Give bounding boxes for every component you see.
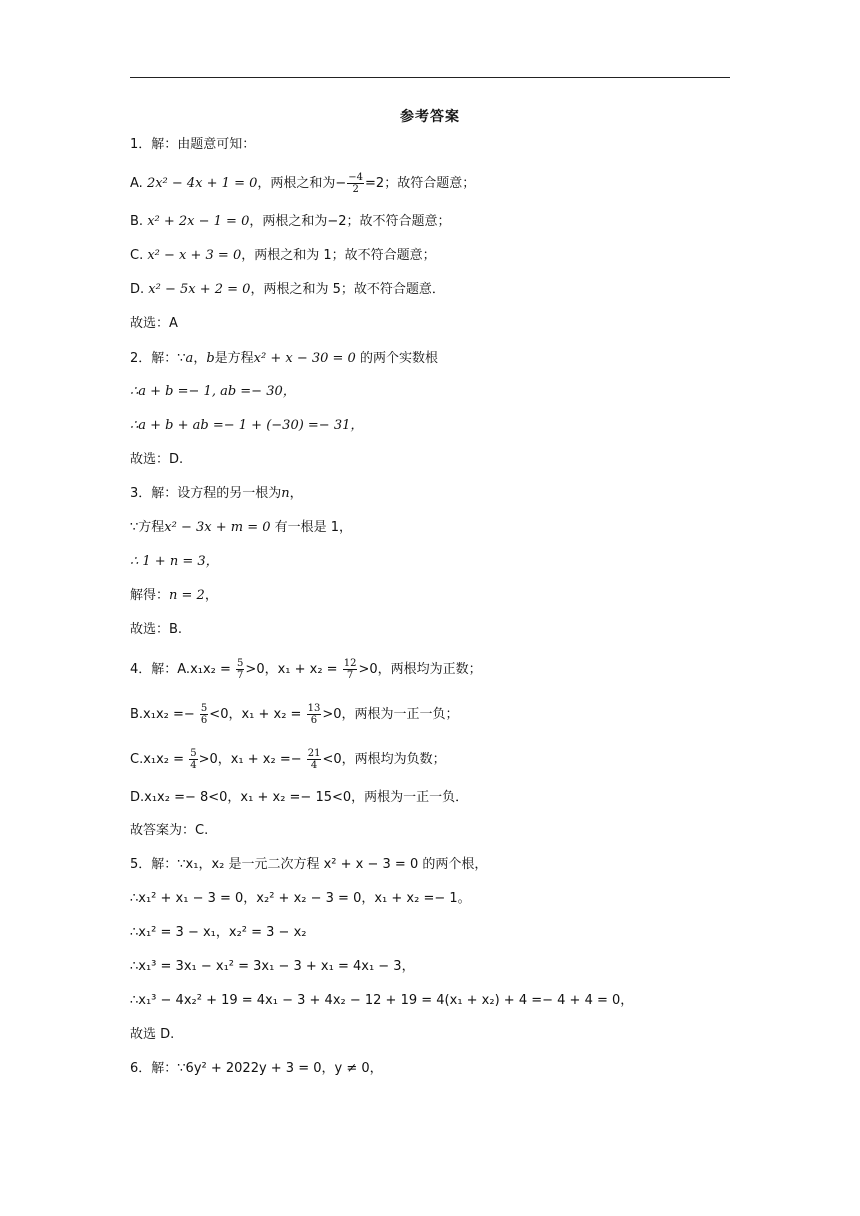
q2-line-2: ∴a + b =− 1, ab =− 30， [130,384,296,399]
q4-choice: 故答案为：C. [130,823,209,838]
header-rule [130,77,730,78]
q4-option-c: C.x₁x₂ = $\frac{5}{4}$ >0，x₁ + x₂ =− $\frac{21}{4}$ <0，两根均为负数； [130,748,446,771]
q2-line-3: ∴a + b + ab =− 1 + (−30) =− 31， [130,418,364,433]
q6-line-1: 6．解：∵6y² + 2022y + 3 = 0，y ≠ 0， [130,1061,383,1076]
q4-option-b: B.x₁x₂ =− $\frac{5}{6}$ <0，x₁ + x₂ = $\frac{13}{6}$ >0，两根为一正一负； [130,703,459,726]
q5-choice: 故选 D. [130,1027,175,1042]
q3-line-3: ∴ 1 + n = 3， [130,554,219,569]
q5-line-2: ∴x₁² + x₁ − 3 = 0，x₂² + x₂ − 3 = 0，x₁ + x₂ =− 1。 [130,891,471,906]
page-title: 参考答案 [400,109,460,125]
q4-option-a: 4．解：A.x₁x₂ = $\frac{5}{7}$ >0，x₁ + x₂ = $\frac{12}{7}$ >0，两根均为正数； [130,658,482,681]
q2-line-1: 2．解：∵a，b是方程x² + x − 30 = 0 的两个实数根 [130,351,438,366]
q3-line-1: 3．解：设方程的另一根为n， [130,486,303,501]
q3-line-4: 解得：n = 2， [130,588,218,603]
q1-option-a: A. 2x² − 4x + 1 = 0，两根之和为− $\frac{-4}{2}$ =2；故符合题意； [130,172,476,195]
q1-option-c: C. x² − x + 3 = 0，两根之和为 1；故不符合题意； [130,248,436,263]
q2-choice: 故选：D. [130,452,184,467]
q5-line-5: ∴x₁³ − 4x₂² + 19 = 4x₁ − 3 + 4x₂ − 12 + 19 = 4(x₁ + x₂) + 4 =− 4 + 4 = 0， [130,993,634,1008]
q5-line-1: 5．解：∵x₁，x₂ 是一元二次方程 x² + x − 3 = 0 的两个根， [130,857,488,872]
q1-choice: 故选：A [130,316,178,331]
q1-option-d: D. x² − 5x + 2 = 0，两根之和为 5；故不符合题意． [130,282,445,297]
q4-option-d: D.x₁x₂ =− 8<0，x₁ + x₂ =− 15<0，两根为一正一负． [130,790,469,805]
q1-option-b: B. x² + 2x − 1 = 0，两根之和为−2；故不符合题意； [130,214,451,229]
q5-line-4: ∴x₁³ = 3x₁ − x₁² = 3x₁ − 3 + x₁ = 4x₁ − 3， [130,959,415,974]
q1-intro: 1．解：由题意可知： [130,137,256,152]
q5-line-3: ∴x₁² = 3 − x₁，x₂² = 3 − x₂ [130,925,307,940]
q3-choice: 故选：B. [130,622,183,637]
q3-line-2: ∵方程x² − 3x + m = 0 有一根是 1， [130,520,353,535]
